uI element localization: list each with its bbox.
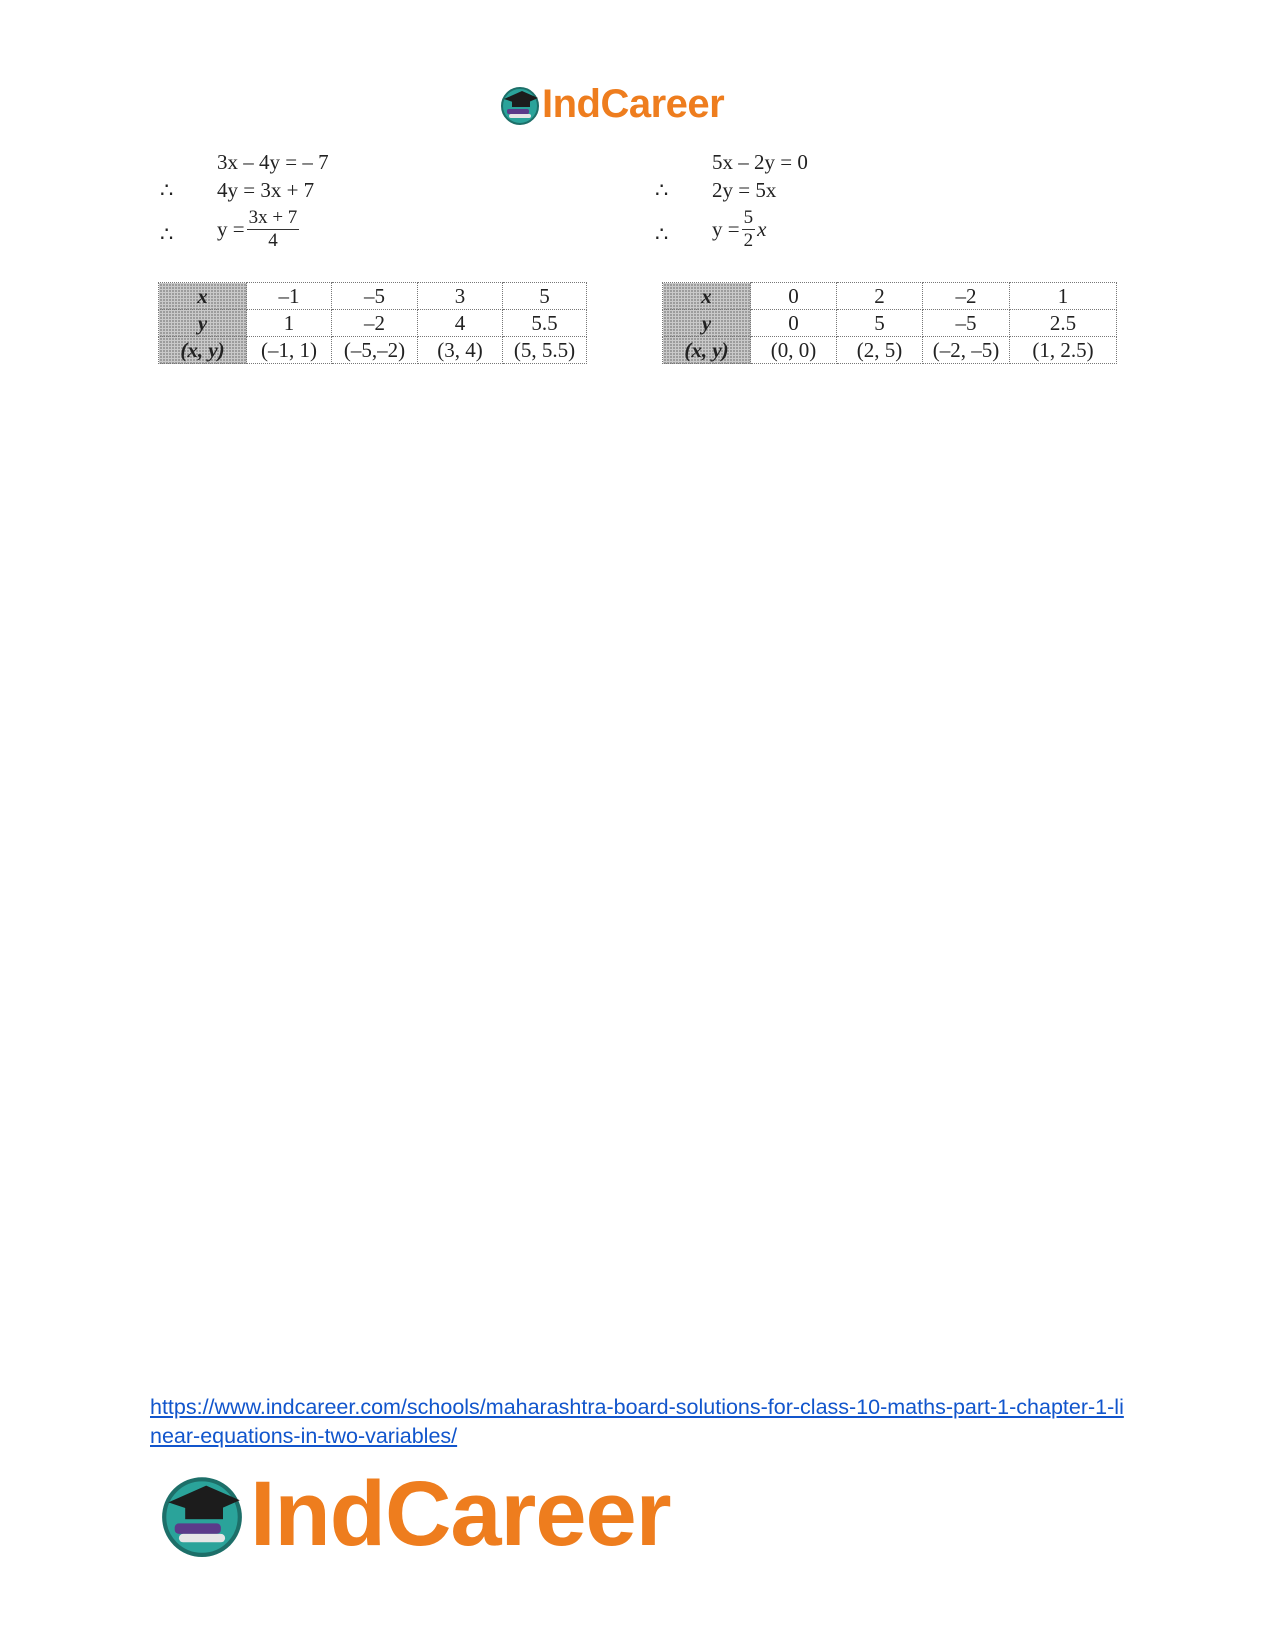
table-cell: 2.5 <box>1010 310 1117 337</box>
therefore-symbol: ∴ <box>160 178 174 202</box>
footer-logo <box>160 1462 671 1567</box>
right-equation-3-lhs: y = <box>712 216 740 241</box>
row-header: y <box>159 310 247 337</box>
row-header: x <box>159 283 247 310</box>
fraction-denominator: 2 <box>743 229 754 251</box>
right-fraction <box>742 208 756 251</box>
table-cell: –5 <box>332 283 418 310</box>
table-cell: (0, 0) <box>751 337 837 364</box>
left-equation-1: 3x – 4y = – 7 <box>217 150 329 174</box>
table-cell: (–1, 1) <box>247 337 332 364</box>
fraction-denominator: 4 <box>268 229 278 251</box>
source-link[interactable]: https://www.indcareer.com/schools/maharashtra-board-solutions-for-class-10-maths-part-1-chapter-1-linear-equations-in-two-variables/ <box>150 1395 1124 1448</box>
left-equation-3-lhs: y = <box>217 216 245 241</box>
therefore-symbol: ∴ <box>160 222 174 246</box>
row-header: x <box>663 283 751 310</box>
row-header: (x, y) <box>663 337 751 364</box>
graduation-cap-globe-icon <box>500 85 540 125</box>
right-equation-1: 5x – 2y = 0 <box>712 150 808 174</box>
table-cell: (1, 2.5) <box>1010 337 1117 364</box>
left-fraction <box>247 208 300 251</box>
table-cell: (2, 5) <box>837 337 923 364</box>
header-logo-text: IndCareer <box>542 82 725 126</box>
table-row <box>663 283 1117 310</box>
table-cell: 5 <box>837 310 923 337</box>
therefore-symbol: ∴ <box>655 178 669 202</box>
row-header: (x, y) <box>159 337 247 364</box>
table-cell: –5 <box>923 310 1010 337</box>
table-cell: –2 <box>332 310 418 337</box>
table-row <box>159 283 587 310</box>
right-equation-2: 2y = 5x <box>712 178 777 202</box>
table-cell: 1 <box>247 310 332 337</box>
right-equation-3-rhs: x <box>757 216 767 241</box>
fraction-numerator: 5 <box>743 207 754 228</box>
table-row <box>663 337 1117 364</box>
table-row <box>159 310 587 337</box>
table-cell: (3, 4) <box>418 337 503 364</box>
footer-logo-text: IndCareer <box>250 1463 671 1565</box>
table-cell: 5.5 <box>503 310 587 337</box>
table-row <box>663 310 1117 337</box>
right-working <box>655 150 1075 260</box>
table-cell: (–5,–2) <box>332 337 418 364</box>
header-logo <box>500 82 724 127</box>
table-cell: (–2, –5) <box>923 337 1010 364</box>
table-cell: –1 <box>247 283 332 310</box>
therefore-symbol: ∴ <box>655 222 669 246</box>
table-cell: 3 <box>418 283 503 310</box>
graduation-cap-globe-icon <box>160 1473 244 1557</box>
table-cell: 1 <box>1010 283 1117 310</box>
left-working <box>160 150 580 260</box>
table-cell: 2 <box>837 283 923 310</box>
table-cell: 4 <box>418 310 503 337</box>
table-cell: –2 <box>923 283 1010 310</box>
table-row <box>159 337 587 364</box>
table-cell: (5, 5.5) <box>503 337 587 364</box>
table-cell: 0 <box>751 283 837 310</box>
table-cell: 0 <box>751 310 837 337</box>
left-value-table <box>158 282 587 364</box>
right-value-table <box>662 282 1117 364</box>
row-header: y <box>663 310 751 337</box>
table-cell: 5 <box>503 283 587 310</box>
left-equation-2: 4y = 3x + 7 <box>217 178 315 202</box>
fraction-numerator: 3x + 7 <box>248 207 298 228</box>
